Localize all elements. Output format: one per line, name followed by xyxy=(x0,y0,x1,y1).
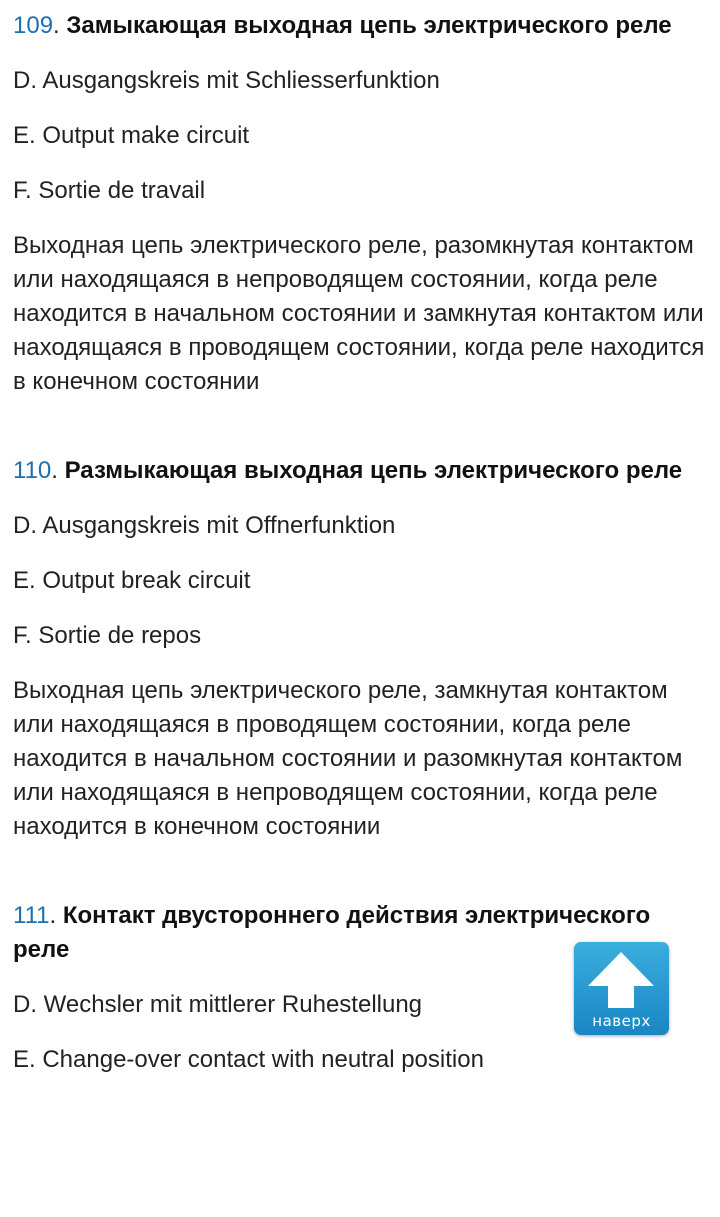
term-title: Размыкающая выходная цепь электрического реле xyxy=(64,457,683,484)
term-109 xyxy=(13,9,713,399)
term-110 xyxy=(13,454,713,844)
term-translation-fr: F. Sortie de repos xyxy=(13,622,202,649)
term-definition: Выходная цепь электрического реле, замкнутая контактом или находящаяся в проводящем состоянии, когда реле находится в начальном состоянии и разомкнутая контактом или находящаяся в непроводящем состоянии, когда реле находится в конечном состоянии xyxy=(13,677,683,840)
scroll-to-top-label: наверх xyxy=(592,1012,651,1030)
term-translation-de: D. Wechsler mit mittlerer Ruhestellung xyxy=(13,991,423,1018)
term-number: 110 xyxy=(13,457,52,484)
term-translation-en: E. Change-over contact with neutral position xyxy=(13,1046,484,1073)
term-number: 111 xyxy=(13,902,50,929)
term-heading: 110. Размыкающая выходная цепь электрического реле xyxy=(13,457,683,484)
term-title: Контакт двустороннего действия электрического реле xyxy=(13,902,651,963)
scroll-to-top-button[interactable] xyxy=(574,942,669,1035)
term-translation-fr: F. Sortie de travail xyxy=(13,177,206,204)
term-heading: 111. Контакт двустороннего действия электрического реле xyxy=(13,902,651,963)
term-translation-de: D. Ausgangskreis mit Offnerfunktion xyxy=(13,512,396,539)
term-number: 109 xyxy=(13,12,54,39)
term-translation-de: D. Ausgangskreis mit Schliesserfunktion xyxy=(13,67,440,94)
term-definition: Выходная цепь электрического реле, разомкнутая контактом или находящаяся в непроводящем состоянии, когда реле находится в начальном состоянии и замкнутая контактом или находящаяся в проводящем состоянии, когда реле находится в конечном состоянии xyxy=(13,232,705,395)
terms-list xyxy=(13,9,713,1077)
term-heading: 109. Замыкающая выходная цепь электрического реле xyxy=(13,12,672,39)
term-translation-en: E. Output break circuit xyxy=(13,567,251,594)
arrow-up-icon xyxy=(586,950,656,1010)
term-translation-en: E. Output make circuit xyxy=(13,122,250,149)
term-title: Замыкающая выходная цепь электрического реле xyxy=(66,12,672,39)
